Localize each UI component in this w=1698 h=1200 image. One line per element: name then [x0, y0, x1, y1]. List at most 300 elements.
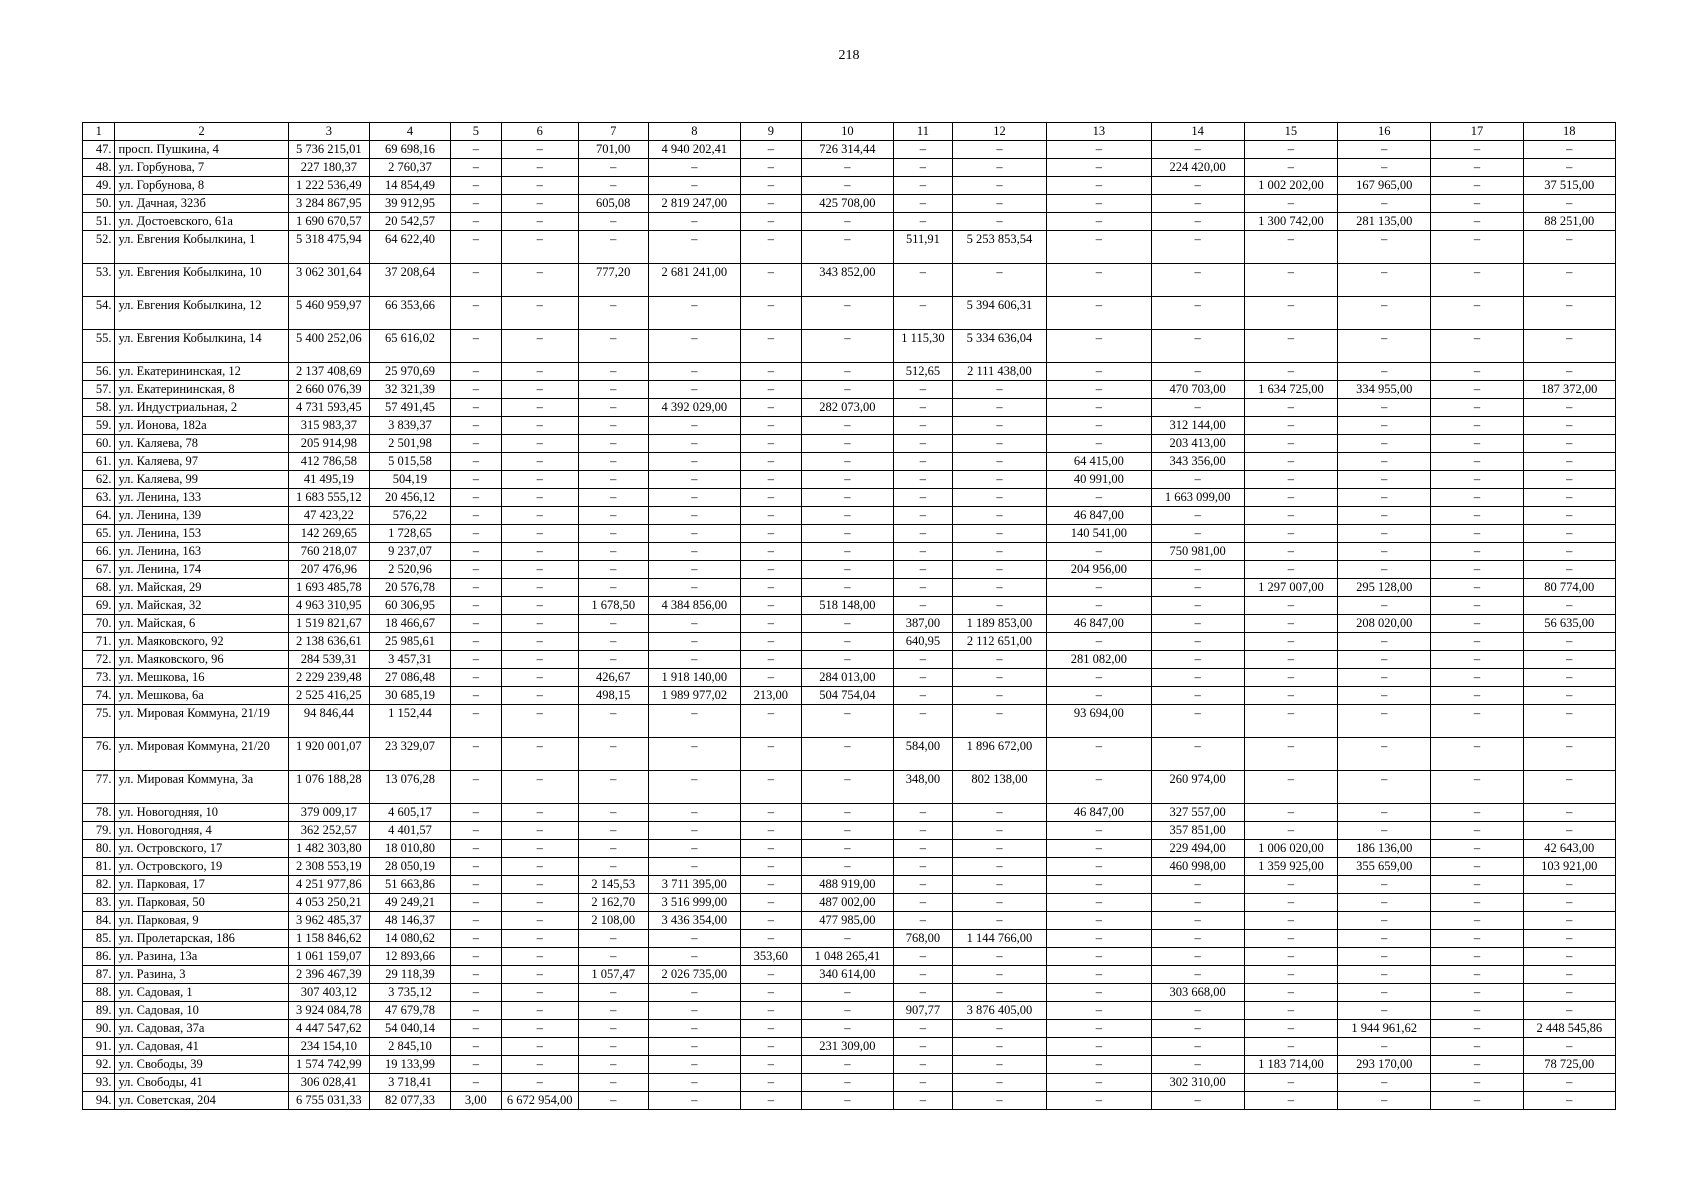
value-cell-col-7: – [578, 948, 648, 966]
value-cell-col-16: – [1338, 822, 1431, 840]
value-cell-col-15: – [1244, 771, 1337, 804]
value-cell-col-6: – [501, 948, 578, 966]
address-cell: ул. Маяковского, 96 [115, 651, 288, 669]
value-cell-col-12: – [952, 822, 1046, 840]
column-header-12: 12 [952, 123, 1046, 141]
value-cell-col-8: 3 516 999,00 [648, 894, 740, 912]
value-cell-col-7: 2 108,00 [578, 912, 648, 930]
value-cell-col-7: – [578, 1074, 648, 1092]
value-cell-col-10: – [801, 489, 893, 507]
value-cell-col-14: – [1151, 297, 1244, 330]
value-cell-col-9: – [740, 1020, 801, 1038]
value-cell-col-6: – [501, 525, 578, 543]
column-header-13: 13 [1047, 123, 1151, 141]
value-cell-col-13: – [1047, 264, 1151, 297]
value-cell-col-13: – [1047, 195, 1151, 213]
value-cell-col-18: – [1523, 597, 1615, 615]
value-cell-col-12: – [952, 507, 1046, 525]
value-cell-col-3: 227 180,37 [288, 159, 369, 177]
value-cell-col-15: 1 002 202,00 [1244, 177, 1337, 195]
value-cell-col-18: 187 372,00 [1523, 381, 1615, 399]
value-cell-col-14: – [1151, 894, 1244, 912]
value-cell-col-10: 726 314,44 [801, 141, 893, 159]
value-cell-col-4: 20 456,12 [369, 489, 450, 507]
address-cell: ул. Садовая, 41 [115, 1038, 288, 1056]
value-cell-col-9: – [740, 471, 801, 489]
value-cell-col-14: 229 494,00 [1151, 840, 1244, 858]
address-cell: ул. Свободы, 41 [115, 1074, 288, 1092]
address-cell: ул. Парковая, 9 [115, 912, 288, 930]
value-cell-col-5: – [451, 687, 502, 705]
value-cell-col-5: – [451, 669, 502, 687]
value-cell-col-12: 5 253 853,54 [952, 231, 1046, 264]
value-cell-col-7: – [578, 804, 648, 822]
value-cell-col-7: – [578, 177, 648, 195]
value-cell-col-11: – [894, 561, 953, 579]
value-cell-col-18: – [1523, 633, 1615, 651]
value-cell-col-9: 213,00 [740, 687, 801, 705]
value-cell-col-13: – [1047, 1074, 1151, 1092]
value-cell-col-14: – [1151, 966, 1244, 984]
value-cell-col-11: – [894, 858, 953, 876]
value-cell-col-5: 3,00 [451, 1092, 502, 1110]
value-cell-col-17: – [1431, 330, 1523, 363]
value-cell-col-3: 5 736 215,01 [288, 141, 369, 159]
value-cell-col-16: 167 965,00 [1338, 177, 1431, 195]
row-number: 48. [83, 159, 115, 177]
value-cell-col-3: 1 482 303,80 [288, 840, 369, 858]
value-cell-col-13: – [1047, 984, 1151, 1002]
value-cell-col-4: 27 086,48 [369, 669, 450, 687]
value-cell-col-3: 379 009,17 [288, 804, 369, 822]
value-cell-col-10: – [801, 822, 893, 840]
column-header-4: 4 [369, 123, 450, 141]
value-cell-col-12: – [952, 489, 1046, 507]
value-cell-col-5: – [451, 330, 502, 363]
value-cell-col-3: 2 138 636,61 [288, 633, 369, 651]
value-cell-col-9: – [740, 195, 801, 213]
address-cell: ул. Каляева, 78 [115, 435, 288, 453]
value-cell-col-15: – [1244, 948, 1337, 966]
value-cell-col-15: – [1244, 633, 1337, 651]
value-cell-col-14: – [1151, 930, 1244, 948]
value-cell-col-17: – [1431, 453, 1523, 471]
value-cell-col-12: – [952, 1074, 1046, 1092]
value-cell-col-18: – [1523, 966, 1615, 984]
value-cell-col-3: 5 400 252,06 [288, 330, 369, 363]
value-cell-col-13: 46 847,00 [1047, 615, 1151, 633]
row-number: 83. [83, 894, 115, 912]
row-number: 67. [83, 561, 115, 579]
value-cell-col-9: – [740, 1056, 801, 1074]
value-cell-col-7: – [578, 507, 648, 525]
value-cell-col-4: 2 501,98 [369, 435, 450, 453]
value-cell-col-4: 60 306,95 [369, 597, 450, 615]
value-cell-col-16: – [1338, 471, 1431, 489]
table-row [83, 453, 1616, 471]
table-row [83, 330, 1616, 363]
value-cell-col-13: – [1047, 597, 1151, 615]
table-row [83, 1002, 1616, 1020]
value-cell-col-16: – [1338, 687, 1431, 705]
row-number: 60. [83, 435, 115, 453]
value-cell-col-11: 348,00 [894, 771, 953, 804]
value-cell-col-17: – [1431, 912, 1523, 930]
value-cell-col-17: – [1431, 705, 1523, 738]
value-cell-col-8: – [648, 543, 740, 561]
value-cell-col-7: 777,20 [578, 264, 648, 297]
value-cell-col-15: – [1244, 1020, 1337, 1038]
value-cell-col-17: – [1431, 840, 1523, 858]
value-cell-col-8: – [648, 1092, 740, 1110]
value-cell-col-5: – [451, 840, 502, 858]
row-number: 86. [83, 948, 115, 966]
value-cell-col-18: – [1523, 330, 1615, 363]
value-cell-col-6: – [501, 543, 578, 561]
value-cell-col-15: – [1244, 159, 1337, 177]
value-cell-col-9: – [740, 141, 801, 159]
value-cell-col-5: – [451, 771, 502, 804]
value-cell-col-18: – [1523, 912, 1615, 930]
address-cell: ул. Свободы, 39 [115, 1056, 288, 1074]
value-cell-col-13: – [1047, 876, 1151, 894]
value-cell-col-3: 4 731 593,45 [288, 399, 369, 417]
value-cell-col-11: – [894, 822, 953, 840]
value-cell-col-8: – [648, 213, 740, 231]
value-cell-col-10: – [801, 840, 893, 858]
value-cell-col-9: – [740, 876, 801, 894]
value-cell-col-13: – [1047, 822, 1151, 840]
table-row [83, 840, 1616, 858]
value-cell-col-14: 224 420,00 [1151, 159, 1244, 177]
value-cell-col-17: – [1431, 363, 1523, 381]
value-cell-col-18: – [1523, 399, 1615, 417]
value-cell-col-11: 511,91 [894, 231, 953, 264]
table-row [83, 561, 1616, 579]
table-row [83, 822, 1616, 840]
value-cell-col-15: – [1244, 738, 1337, 771]
value-cell-col-16: – [1338, 894, 1431, 912]
value-cell-col-9: – [740, 507, 801, 525]
value-cell-col-7: – [578, 417, 648, 435]
address-cell: ул. Ленина, 133 [115, 489, 288, 507]
value-cell-col-11: – [894, 213, 953, 231]
value-cell-col-5: – [451, 876, 502, 894]
value-cell-col-13: 140 541,00 [1047, 525, 1151, 543]
row-number: 54. [83, 297, 115, 330]
value-cell-col-7: – [578, 231, 648, 264]
value-cell-col-12: 2 112 651,00 [952, 633, 1046, 651]
value-cell-col-4: 1 728,65 [369, 525, 450, 543]
value-cell-col-5: – [451, 822, 502, 840]
value-cell-col-5: – [451, 579, 502, 597]
column-header-2: 2 [115, 123, 288, 141]
value-cell-col-11: – [894, 507, 953, 525]
value-cell-col-17: – [1431, 858, 1523, 876]
value-cell-col-8: 3 711 395,00 [648, 876, 740, 894]
value-cell-col-6: – [501, 1056, 578, 1074]
value-cell-col-10: 477 985,00 [801, 912, 893, 930]
value-cell-col-10: – [801, 615, 893, 633]
value-cell-col-15: – [1244, 399, 1337, 417]
value-cell-col-7: – [578, 435, 648, 453]
value-cell-col-14: – [1151, 651, 1244, 669]
value-cell-col-18: – [1523, 1092, 1615, 1110]
value-cell-col-12: – [952, 912, 1046, 930]
table-body [83, 141, 1616, 1110]
value-cell-col-12: – [952, 687, 1046, 705]
value-cell-col-4: 1 152,44 [369, 705, 450, 738]
value-cell-col-3: 205 914,98 [288, 435, 369, 453]
row-number: 56. [83, 363, 115, 381]
value-cell-col-18: – [1523, 1074, 1615, 1092]
value-cell-col-10: – [801, 738, 893, 771]
value-cell-col-10: – [801, 858, 893, 876]
value-cell-col-16: – [1338, 1002, 1431, 1020]
value-cell-col-15: – [1244, 804, 1337, 822]
value-cell-col-12: – [952, 213, 1046, 231]
value-cell-col-15: 1 300 742,00 [1244, 213, 1337, 231]
value-cell-col-7: – [578, 1092, 648, 1110]
value-cell-col-14: – [1151, 738, 1244, 771]
value-cell-col-10: – [801, 363, 893, 381]
value-cell-col-7: 2 162,70 [578, 894, 648, 912]
value-cell-col-4: 14 854,49 [369, 177, 450, 195]
address-cell: ул. Майская, 32 [115, 597, 288, 615]
value-cell-col-13: – [1047, 159, 1151, 177]
address-cell: ул. Достоевского, 61а [115, 213, 288, 231]
value-cell-col-9: – [740, 399, 801, 417]
value-cell-col-17: – [1431, 297, 1523, 330]
register-table [82, 122, 1616, 1110]
value-cell-col-3: 142 269,65 [288, 525, 369, 543]
value-cell-col-12: – [952, 705, 1046, 738]
table-row [83, 543, 1616, 561]
value-cell-col-18: – [1523, 453, 1615, 471]
value-cell-col-3: 1 061 159,07 [288, 948, 369, 966]
value-cell-col-17: – [1431, 597, 1523, 615]
value-cell-col-5: – [451, 471, 502, 489]
value-cell-col-15: 1 183 714,00 [1244, 1056, 1337, 1074]
row-number: 65. [83, 525, 115, 543]
value-cell-col-16: – [1338, 159, 1431, 177]
value-cell-col-16: – [1338, 1038, 1431, 1056]
value-cell-col-8: – [648, 579, 740, 597]
table-row [83, 1038, 1616, 1056]
value-cell-col-9: – [740, 615, 801, 633]
value-cell-col-7: – [578, 1038, 648, 1056]
value-cell-col-17: – [1431, 435, 1523, 453]
value-cell-col-5: – [451, 159, 502, 177]
value-cell-col-16: 355 659,00 [1338, 858, 1431, 876]
value-cell-col-4: 65 616,02 [369, 330, 450, 363]
value-cell-col-8: 4 384 856,00 [648, 597, 740, 615]
table-row [83, 471, 1616, 489]
row-number: 82. [83, 876, 115, 894]
value-cell-col-13: – [1047, 1020, 1151, 1038]
value-cell-col-5: – [451, 633, 502, 651]
value-cell-col-15: – [1244, 471, 1337, 489]
value-cell-col-15: – [1244, 141, 1337, 159]
value-cell-col-14: – [1151, 399, 1244, 417]
table-row [83, 177, 1616, 195]
value-cell-col-9: – [740, 705, 801, 738]
value-cell-col-16: – [1338, 876, 1431, 894]
value-cell-col-14: 460 998,00 [1151, 858, 1244, 876]
value-cell-col-11: – [894, 669, 953, 687]
value-cell-col-5: – [451, 195, 502, 213]
value-cell-col-18: – [1523, 1038, 1615, 1056]
value-cell-col-4: 18 010,80 [369, 840, 450, 858]
table-row [83, 633, 1616, 651]
value-cell-col-15: – [1244, 363, 1337, 381]
value-cell-col-18: – [1523, 297, 1615, 330]
table-row [83, 597, 1616, 615]
value-cell-col-10: 340 614,00 [801, 966, 893, 984]
value-cell-col-4: 25 985,61 [369, 633, 450, 651]
value-cell-col-11: – [894, 687, 953, 705]
value-cell-col-7: 1 678,50 [578, 597, 648, 615]
value-cell-col-5: – [451, 399, 502, 417]
value-cell-col-14: – [1151, 1038, 1244, 1056]
value-cell-col-14: 302 310,00 [1151, 1074, 1244, 1092]
table-row [83, 894, 1616, 912]
value-cell-col-9: – [740, 1074, 801, 1092]
value-cell-col-5: – [451, 141, 502, 159]
value-cell-col-3: 41 495,19 [288, 471, 369, 489]
value-cell-col-8: – [648, 651, 740, 669]
value-cell-col-5: – [451, 1002, 502, 1020]
value-cell-col-6: – [501, 363, 578, 381]
value-cell-col-8: – [648, 525, 740, 543]
value-cell-col-18: – [1523, 1002, 1615, 1020]
value-cell-col-18: – [1523, 363, 1615, 381]
value-cell-col-12: – [952, 141, 1046, 159]
value-cell-col-4: 12 893,66 [369, 948, 450, 966]
row-number: 75. [83, 705, 115, 738]
value-cell-col-16: – [1338, 930, 1431, 948]
value-cell-col-11: 907,77 [894, 1002, 953, 1020]
value-cell-col-5: – [451, 177, 502, 195]
value-cell-col-7: – [578, 453, 648, 471]
value-cell-col-12: – [952, 579, 1046, 597]
value-cell-col-5: – [451, 738, 502, 771]
table-row [83, 876, 1616, 894]
value-cell-col-10: – [801, 159, 893, 177]
value-cell-col-4: 48 146,37 [369, 912, 450, 930]
address-cell: ул. Ионова, 182а [115, 417, 288, 435]
value-cell-col-3: 3 284 867,95 [288, 195, 369, 213]
value-cell-col-6: 6 672 954,00 [501, 1092, 578, 1110]
value-cell-col-8: – [648, 804, 740, 822]
value-cell-col-11: 387,00 [894, 615, 953, 633]
value-cell-col-11: – [894, 471, 953, 489]
value-cell-col-18: – [1523, 948, 1615, 966]
address-cell: ул. Садовая, 37а [115, 1020, 288, 1038]
value-cell-col-16: – [1338, 597, 1431, 615]
value-cell-col-11: – [894, 1020, 953, 1038]
value-cell-col-12: – [952, 1092, 1046, 1110]
column-header-10: 10 [801, 123, 893, 141]
table-row [83, 195, 1616, 213]
value-cell-col-16: – [1338, 141, 1431, 159]
value-cell-col-17: – [1431, 159, 1523, 177]
value-cell-col-3: 2 525 416,25 [288, 687, 369, 705]
value-cell-col-6: – [501, 231, 578, 264]
table-row [83, 141, 1616, 159]
column-header-5: 5 [451, 123, 502, 141]
value-cell-col-9: – [740, 966, 801, 984]
value-cell-col-15: – [1244, 615, 1337, 633]
value-cell-col-7: 605,08 [578, 195, 648, 213]
value-cell-col-13: 46 847,00 [1047, 804, 1151, 822]
value-cell-col-18: – [1523, 435, 1615, 453]
value-cell-col-11: – [894, 651, 953, 669]
address-cell: ул. Парковая, 17 [115, 876, 288, 894]
value-cell-col-4: 2 520,96 [369, 561, 450, 579]
value-cell-col-10: – [801, 471, 893, 489]
value-cell-col-3: 2 396 467,39 [288, 966, 369, 984]
value-cell-col-3: 5 318 475,94 [288, 231, 369, 264]
column-header-11: 11 [894, 123, 953, 141]
value-cell-col-5: – [451, 930, 502, 948]
value-cell-col-18: – [1523, 894, 1615, 912]
value-cell-col-18: 88 251,00 [1523, 213, 1615, 231]
value-cell-col-13: – [1047, 966, 1151, 984]
value-cell-col-17: – [1431, 399, 1523, 417]
value-cell-col-6: – [501, 984, 578, 1002]
value-cell-col-10: – [801, 525, 893, 543]
value-cell-col-8: 2 026 735,00 [648, 966, 740, 984]
value-cell-col-7: – [578, 1002, 648, 1020]
value-cell-col-8: – [648, 840, 740, 858]
row-number: 78. [83, 804, 115, 822]
table-row [83, 489, 1616, 507]
value-cell-col-18: – [1523, 705, 1615, 738]
value-cell-col-15: – [1244, 525, 1337, 543]
value-cell-col-7: – [578, 543, 648, 561]
value-cell-col-12: 802 138,00 [952, 771, 1046, 804]
table-row [83, 687, 1616, 705]
value-cell-col-7: – [578, 213, 648, 231]
value-cell-col-11: – [894, 1056, 953, 1074]
value-cell-col-10: 284 013,00 [801, 669, 893, 687]
value-cell-col-7: – [578, 159, 648, 177]
value-cell-col-17: – [1431, 771, 1523, 804]
value-cell-col-13: – [1047, 1056, 1151, 1074]
value-cell-col-7: – [578, 633, 648, 651]
value-cell-col-3: 412 786,58 [288, 453, 369, 471]
row-number: 84. [83, 912, 115, 930]
value-cell-col-12: – [952, 1038, 1046, 1056]
value-cell-col-14: 203 413,00 [1151, 435, 1244, 453]
address-cell: ул. Дачная, 323б [115, 195, 288, 213]
value-cell-col-12: – [952, 195, 1046, 213]
value-cell-col-11: – [894, 1092, 953, 1110]
value-cell-col-18: – [1523, 543, 1615, 561]
value-cell-col-7: – [578, 771, 648, 804]
value-cell-col-15: 1 634 725,00 [1244, 381, 1337, 399]
table-row [83, 264, 1616, 297]
value-cell-col-12: – [952, 1056, 1046, 1074]
value-cell-col-6: – [501, 195, 578, 213]
value-cell-col-11: 768,00 [894, 930, 953, 948]
value-cell-col-6: – [501, 687, 578, 705]
value-cell-col-12: – [952, 948, 1046, 966]
table-row [83, 399, 1616, 417]
value-cell-col-11: – [894, 984, 953, 1002]
value-cell-col-6: – [501, 177, 578, 195]
